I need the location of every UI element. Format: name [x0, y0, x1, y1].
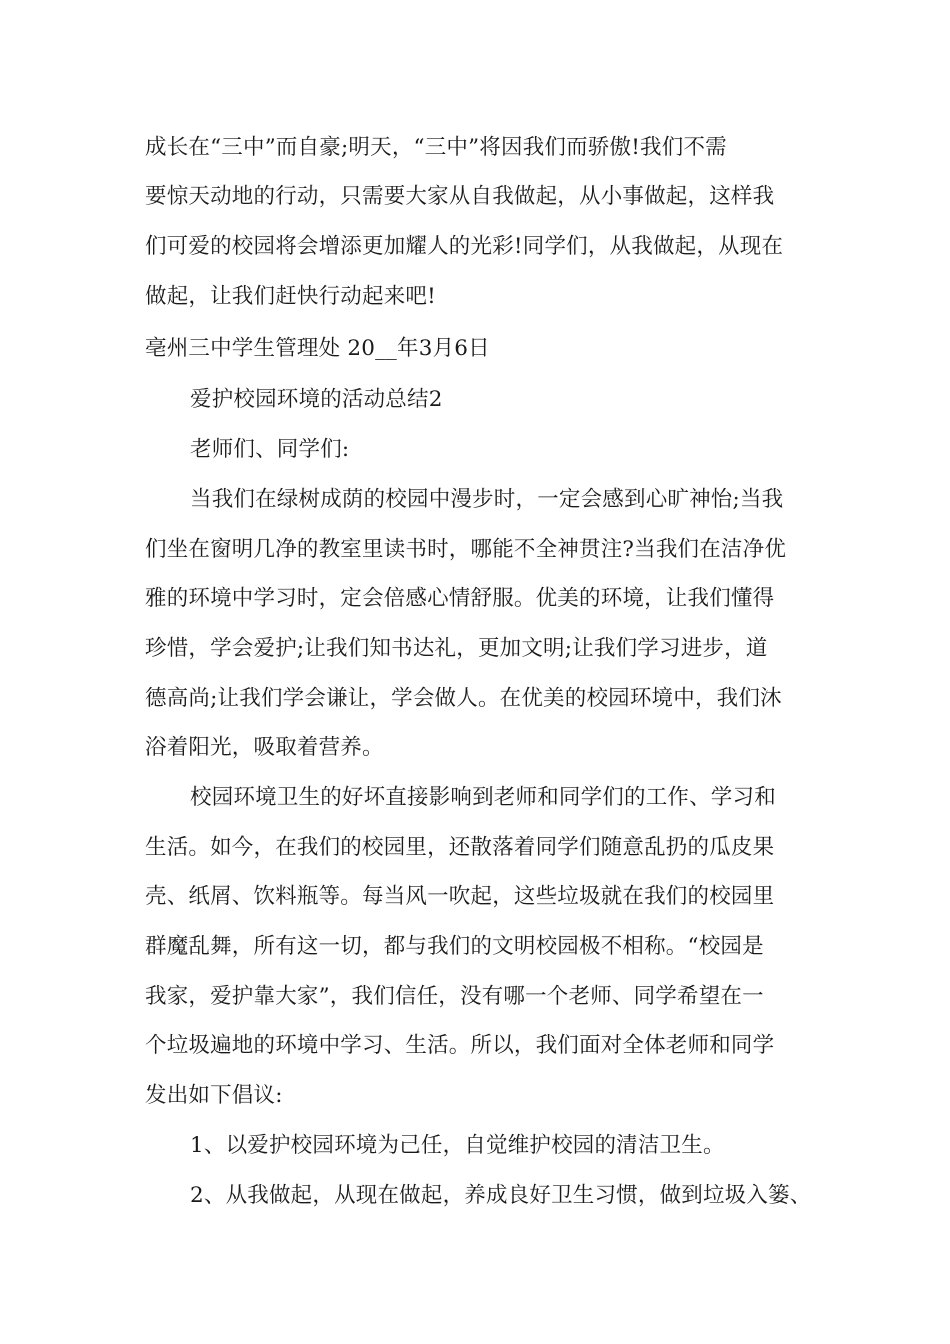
paragraph-line: 做起，让我们赶快行动起来吧!	[145, 284, 436, 309]
paragraph-line: 发出如下倡议:	[145, 1083, 283, 1108]
salutation: 老师们、同学们:	[190, 437, 350, 462]
signature-line: 亳州三中学生管理处 20__年3月6日	[145, 336, 490, 361]
paragraph-line: 当我们在绿树成荫的校园中漫步时，一定会感到心旷神怡;当我	[190, 487, 784, 512]
paragraph-line: 珍惜，学会爱护;让我们知书达礼，更加文明;让我们学习进步，道	[145, 636, 768, 661]
paragraph-line: 们可爱的校园将会增添更加耀人的光彩!同学们，从我做起，从现在	[145, 234, 784, 259]
list-item: 1、以爱护校园环境为己任，自觉维护校园的清洁卫生。	[190, 1133, 725, 1158]
paragraph-line: 个垃圾遍地的环境中学习、生活。所以，我们面对全体老师和同学	[145, 1033, 775, 1058]
paragraph-line: 要惊天动地的行动，只需要大家从自我做起，从小事做起，这样我	[145, 184, 775, 209]
paragraph-line: 成长在“三中”而自豪;明天，“三中”将因我们而骄傲!我们不需	[145, 135, 727, 160]
list-item: 2、从我做起，从现在做起，养成良好卫生习惯，做到垃圾入篓、	[190, 1183, 812, 1208]
section-title: 爱护校园环境的活动总结2	[190, 387, 443, 412]
paragraph-line: 群魔乱舞，所有这一切，都与我们的文明校园极不相称。“校园是	[145, 934, 764, 959]
paragraph-line: 我家，爱护靠大家”，我们信任，没有哪一个老师、同学希望在一	[145, 984, 764, 1009]
paragraph-line: 们坐在窗明几净的教室里读书时，哪能不全神贯注?当我们在洁净优	[145, 537, 787, 562]
paragraph-line: 雅的环境中学习时，定会倍感心情舒服。优美的环境，让我们懂得	[145, 586, 775, 611]
paragraph-line: 德高尚;让我们学会谦让，学会做人。在优美的校园环境中，我们沐	[145, 686, 782, 711]
paragraph-line: 生活。如今，在我们的校园里，还散落着同学们随意乱扔的瓜皮果	[145, 835, 775, 860]
paragraph-line: 校园环境卫生的好坏直接影响到老师和同学们的工作、学习和	[190, 785, 776, 810]
paragraph-line: 壳、纸屑、饮料瓶等。每当风一吹起，这些垃圾就在我们的校园里	[145, 884, 775, 909]
paragraph-line: 浴着阳光，吸取着营养。	[145, 735, 384, 760]
